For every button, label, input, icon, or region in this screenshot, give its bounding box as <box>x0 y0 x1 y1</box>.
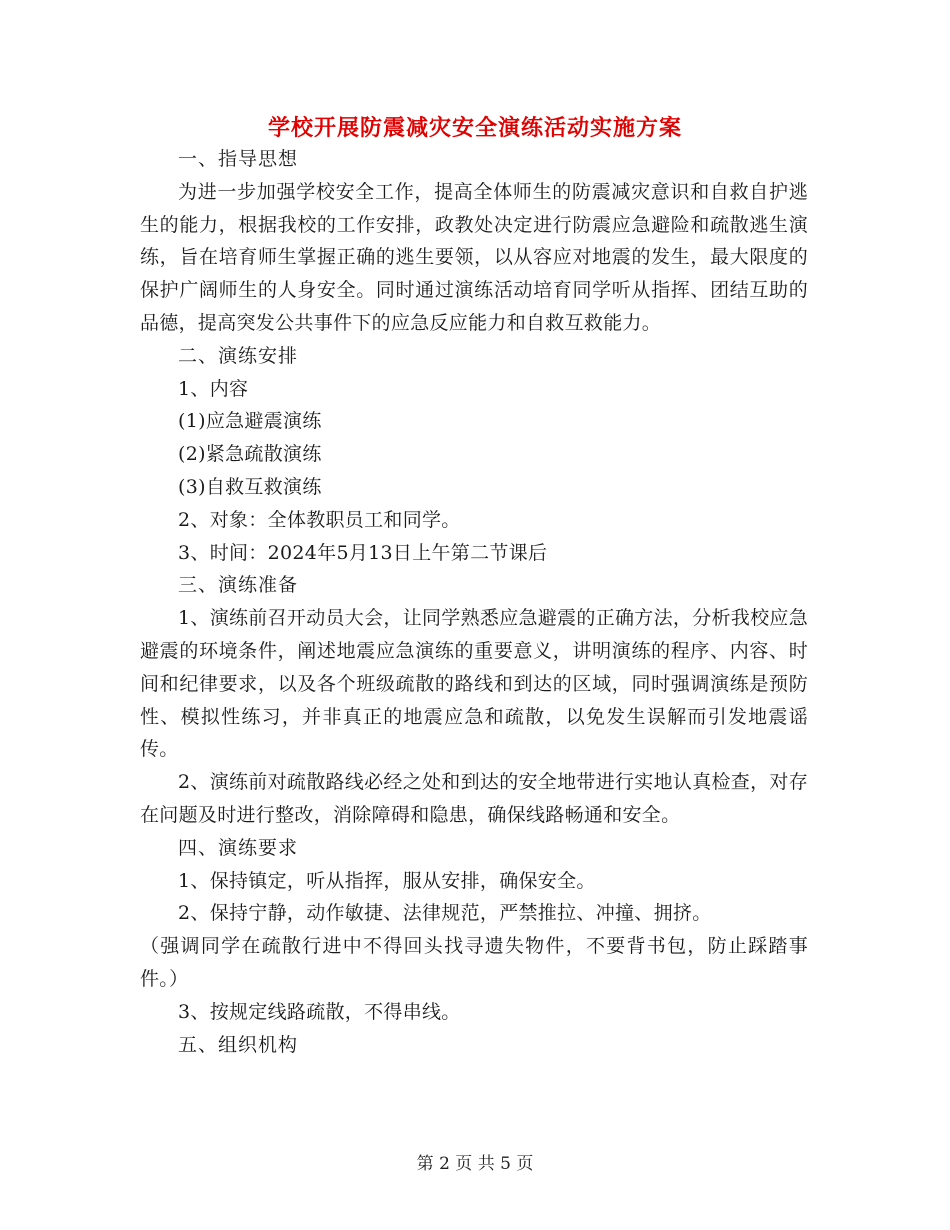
list-item-emergency-evacuation: (2)紧急疏散演练 <box>178 443 322 466</box>
section-heading-drill-requirements: 四、演练要求 <box>178 836 299 859</box>
section-heading-drill-preparation: 三、演练准备 <box>178 574 299 597</box>
list-item-self-rescue: (3)自救互救演练 <box>178 475 322 498</box>
list-item-content: 1、内容 <box>178 377 249 400</box>
list-item-participants: 2、对象：全体教职员工和同学。 <box>178 508 461 531</box>
document-title: 学校开展防震减灾安全演练活动实施方案 <box>267 115 682 141</box>
list-item-stay-calm: 1、保持镇定，听从指挥，服从安排，确保安全。 <box>178 869 596 892</box>
section-heading-organization: 五、组织机构 <box>178 1033 299 1056</box>
paragraph-preparation-route-check: 2、演练前对疏散路线必经之处和到达的安全地带进行实地认真检查，对存在问题及时进行整改，消除障碍和隐患，确保线路畅通和安全。 <box>140 771 808 826</box>
list-item-earthquake-avoidance: (1)应急避震演练 <box>178 410 322 433</box>
list-item-follow-route: 3、按规定线路疏散，不得串线。 <box>178 1000 461 1023</box>
page-number-footer: 第 2 页 共 5 页 <box>416 1154 534 1174</box>
section-heading-drill-arrangement: 二、演练安排 <box>178 344 299 367</box>
document-body <box>140 143 808 1061</box>
paragraph-requirement-note: （强调同学在疏散行进中不得回头找寻遗失物件，不要背书包，防止踩踏事件。） <box>140 935 808 990</box>
paragraph-guiding-ideology: 为进一步加强学校安全工作，提高全体师生的防震减灾意识和自救自护逃生的能力，根据我校的工作安排，政教处决定进行防震应急避险和疏散逃生演练，旨在培育师生掌握正确的逃生要领，以从容应对地震的发生，最大限度的保护广阔师生的人身安全。同时通过演练活动培育同学听从指挥、团结互助的品德，提高突发公共事件下的应急反应能力和自救互救能力。 <box>140 180 808 334</box>
list-item-stay-quiet: 2、保持宁静，动作敏捷、法律规范，严禁推拉、冲撞、拥挤。 <box>178 902 712 925</box>
section-heading-guiding-ideology: 一、指导思想 <box>178 148 299 170</box>
list-item-time: 3、时间：2024年5月13日上午第二节课后 <box>178 541 548 564</box>
paragraph-preparation-meeting: 1、演练前召开动员大会，让同学熟悉应急避震的正确方法，分析我校应急避震的环境条件，阐述地震应急演练的重要意义，讲明演练的程序、内容、时间和纪律要求，以及各个班级疏散的路线和到达的区域，同时强调演练是预防性、模拟性练习，并非真正的地震应急和疏散，以免发生误解而引发地震谣传。 <box>140 607 808 761</box>
